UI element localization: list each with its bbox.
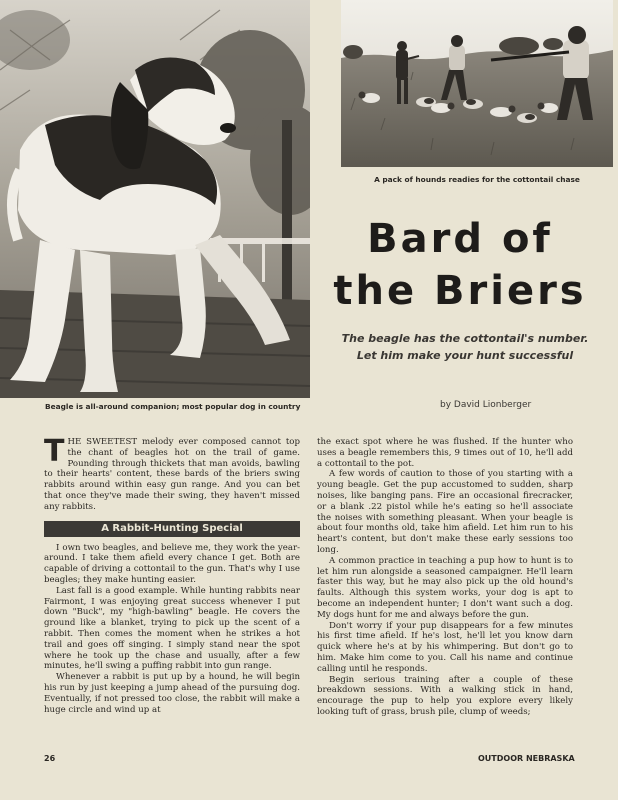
intro-text: HE SWEETEST melody ever composed cannot top the chant of beagles hot on the trail of game. Pounding through thickets that man avoids, bawling to their hearts' content, these bards of the briers swing rabbits around within easy gun range. And you can bet that once they've made their swing, they haven't missed any rabbits. xyxy=(44,437,300,512)
body-paragraph: Last fall is a good example. While hunting rabbits near Fairmont, I was enjoying great success whenever I put down "Buck", my "high-bawling" beagle. He covers the ground like a blanket, trying to pick up the scent of a rabbit. Then comes the moment when he strikes a hot trail and goes off singing. I simply stand near the spot where he took up the chase and usually, after a few minutes, he'll swing a puffing rabbit into gun range. xyxy=(44,585,300,672)
body-paragraph-continued: the exact spot where he was flushed. If the hunter who uses a beagle remembers this, 9 times out of 10, he'll add a cottontail to the pot. xyxy=(317,437,573,469)
body-paragraph: Whenever a rabbit is put up by a hound, he will begin his run by just keeping a jump ahead of the pursuing dog. Eventually, if not pressed too close, the rabbit will make a huge circle and wind up at xyxy=(44,672,300,715)
page-number: 26 xyxy=(44,754,56,763)
subtitle-line-1: The beagle has the cottontail's number. xyxy=(341,332,589,345)
intro-paragraph xyxy=(44,434,300,513)
body-paragraph: A few words of caution to those of you starting with a young beagle. Get the pup accustomed to sudden, sharp noises, like banging pans. Fire an occasional firecracker, or a blank .22 pistol while he's eating so he'll associate the noises with something pleasant. When your beagle is about four months old, take him afield. Let him run to his heart's content, but don't make these early sessions too long. xyxy=(317,469,573,555)
photo-caption-beagle: Beagle is all-around companion; most popular dog in country xyxy=(45,402,301,411)
section-subhead: A Rabbit-Hunting Special xyxy=(44,521,300,537)
byline: by David Lionberger xyxy=(440,400,532,410)
title-line-1: Bard of xyxy=(367,216,553,262)
beagle-photo xyxy=(0,0,310,398)
subtitle-line-2: Let him make your hunt successful xyxy=(356,349,574,362)
drop-cap: T xyxy=(44,434,65,469)
article-title xyxy=(330,213,590,317)
body-paragraph: A common practice in teaching a pup how to hunt is to let him run alongside a seasoned campaigner. He'll learn faster this way, but he may also pick up the old hound's faults. Although this system works, your dog is apt to become an independent hunter; I don't want such a dog. My dogs hunt for me and always before the gun. xyxy=(317,555,573,620)
body-paragraph: I own two beagles, and believe me, they work the year-around. I take them afield every chance I get. Both are capable of driving a cottontail to the gun. That's why I use beagles; they make hunting easier. xyxy=(44,542,300,585)
body-column-left xyxy=(44,434,300,715)
magazine-name: OUTDOOR NEBRASKA xyxy=(478,754,575,763)
title-line-2: the Briers xyxy=(333,268,587,314)
hunters-hounds-photo xyxy=(341,0,613,167)
body-column-right xyxy=(317,437,573,718)
body-paragraph: Begin serious training after a couple of these breakdown sessions. With a walking stick in hand, encourage the pup to help you explore every likely looking tuft of grass, brush pile, clump of weeds; xyxy=(317,674,573,717)
photo-caption-pack: A pack of hounds readies for the cottontail chase xyxy=(374,175,580,184)
article-subtitle xyxy=(330,330,600,364)
body-paragraph: Don't worry if your pup disappears for a few minutes his first time afield. If he's lost, he'll let you know darn quick where he's at by his whimpering. But don't go to him. Make him come to you. Call his name and continue calling until he responds. xyxy=(317,620,573,674)
